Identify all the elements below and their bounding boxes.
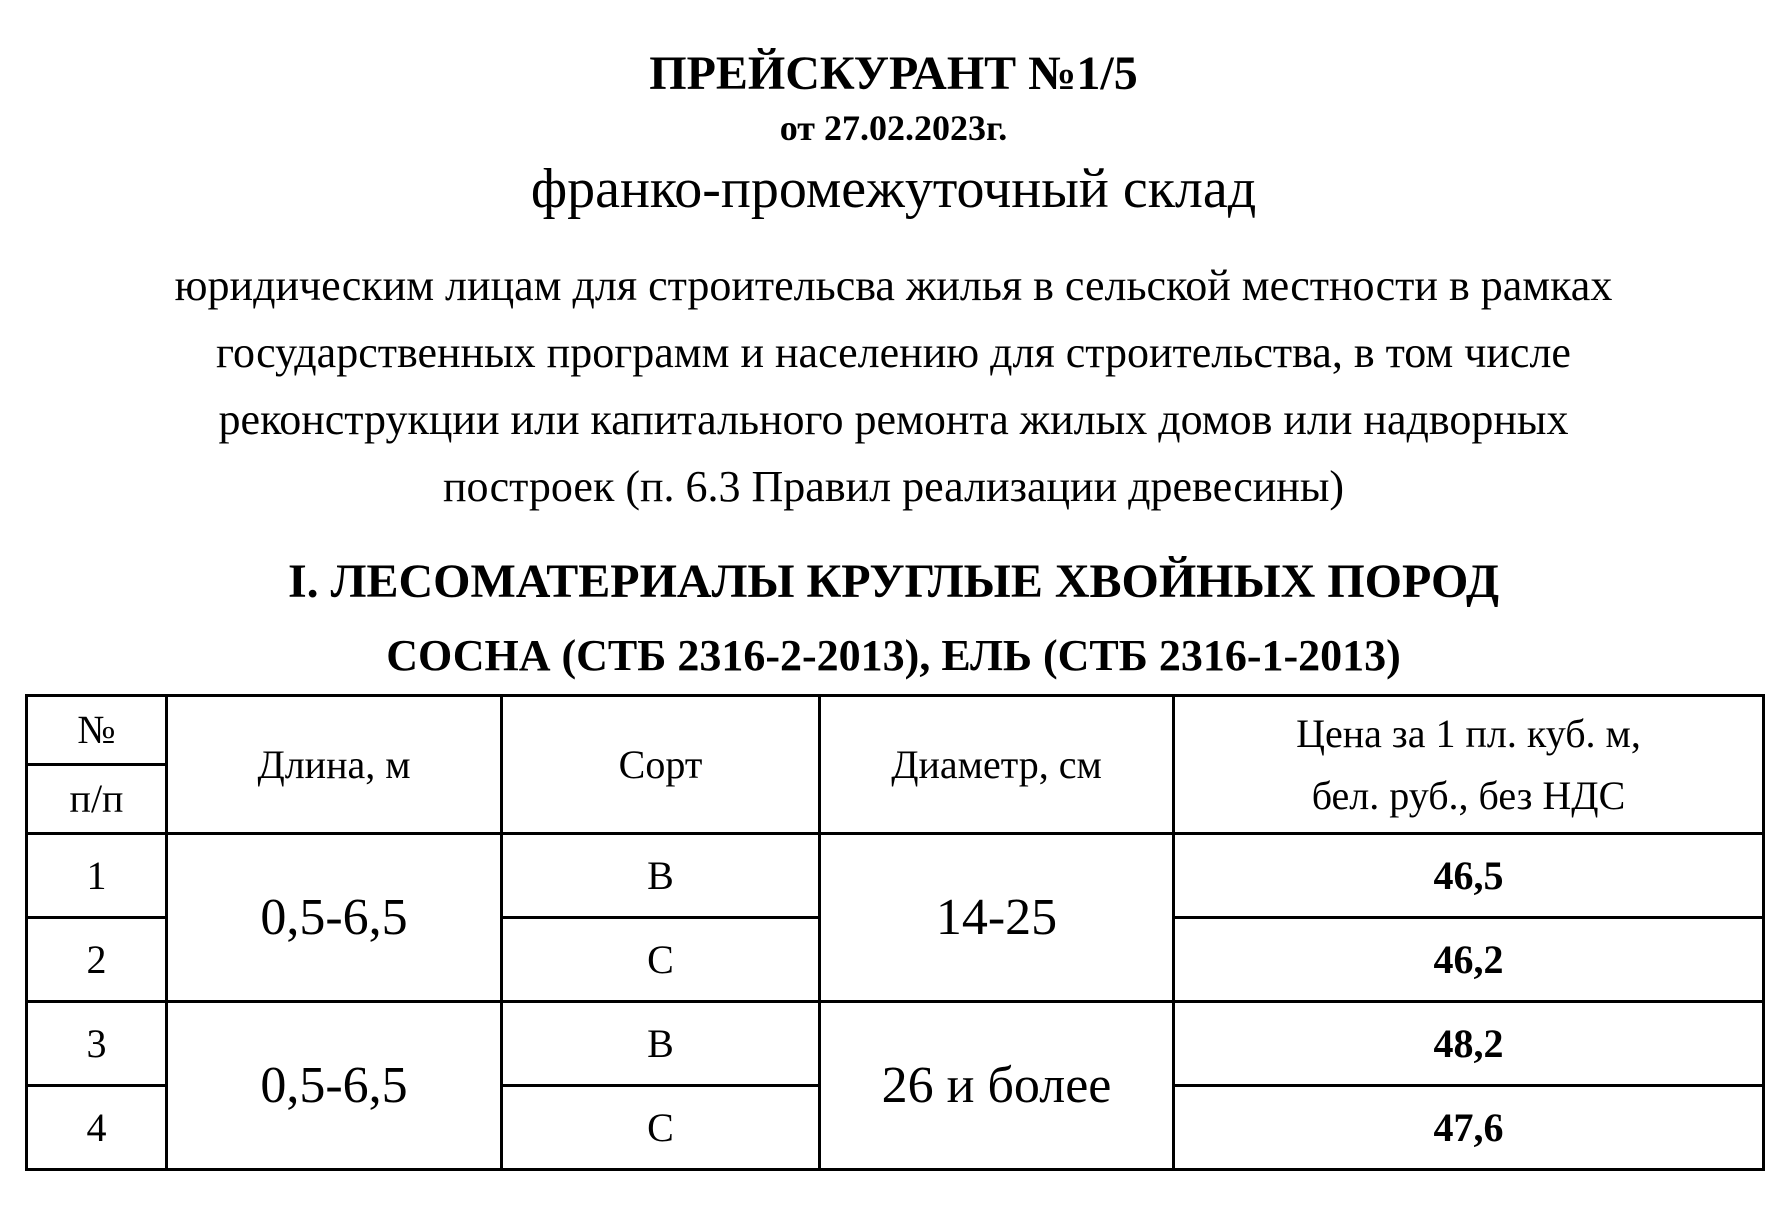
- row-grade: С: [502, 918, 820, 1002]
- row-grade: В: [502, 1002, 820, 1086]
- table-row: [27, 1002, 1764, 1086]
- header-price-line: Цена за 1 пл. куб. м,: [1296, 710, 1641, 756]
- row-price: 46,5: [1174, 834, 1764, 918]
- document-date: от 27.02.2023г.: [779, 108, 1008, 148]
- header-length: Длина, м: [167, 696, 502, 834]
- description-line: построек (п. 6.3 Правил реализации древесины): [442, 462, 1345, 511]
- description-line: реконструкции или капитального ремонта жилых домов или надворных: [218, 395, 1569, 444]
- row-diameter: 14-25: [820, 834, 1174, 1002]
- table-header-row: [27, 696, 1764, 765]
- header-num-bottom: п/п: [27, 765, 167, 834]
- row-grade: В: [502, 834, 820, 918]
- document-subtitle: франко-промежуточный склад: [530, 158, 1257, 220]
- row-price: 47,6: [1174, 1086, 1764, 1170]
- description-line: юридическим лицам для строительсва жилья в сельской местности в рамках: [174, 261, 1613, 310]
- row-num: 3: [27, 1002, 167, 1086]
- row-price: 46,2: [1174, 918, 1764, 1002]
- section-title: I. ЛЕСОМАТЕРИАЛЫ КРУГЛЫЕ ХВОЙНЫХ ПОРОД: [288, 555, 1499, 608]
- document-title: ПРЕЙСКУРАНТ №1/5: [649, 47, 1138, 100]
- price-table: [25, 694, 1765, 1171]
- row-num: 1: [27, 834, 167, 918]
- header-diameter: Диаметр, см: [820, 696, 1174, 834]
- document-description: [0, 252, 1787, 520]
- header-grade: Сорт: [502, 696, 820, 834]
- row-price: 48,2: [1174, 1002, 1764, 1086]
- header-price-line: бел. руб., без НДС: [1311, 772, 1626, 818]
- row-num: 4: [27, 1086, 167, 1170]
- table-row: [27, 834, 1764, 918]
- section-subtitle: СОСНА (СТБ 2316-2-2013), ЕЛЬ (СТБ 2316-1-2013): [386, 631, 1401, 680]
- row-length: 0,5-6,5: [167, 834, 502, 1002]
- header-num-top: №: [27, 696, 167, 765]
- row-num: 2: [27, 918, 167, 1002]
- row-length: 0,5-6,5: [167, 1002, 502, 1170]
- description-line: государственных программ и населению для строительства, в том числе: [216, 328, 1571, 377]
- row-diameter: 26 и более: [820, 1002, 1174, 1170]
- header-price: [1174, 696, 1764, 834]
- row-grade: С: [502, 1086, 820, 1170]
